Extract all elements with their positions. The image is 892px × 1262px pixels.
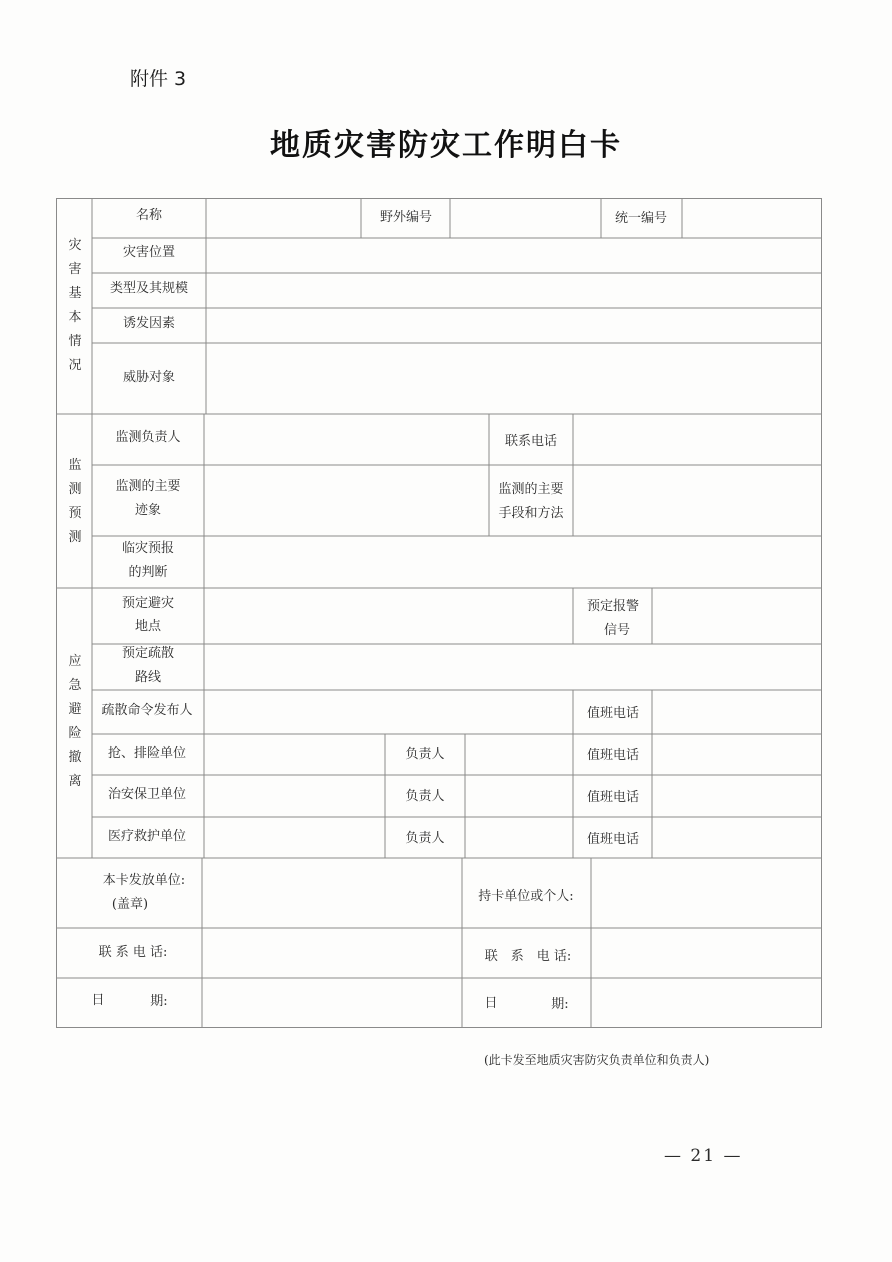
label-person-in-charge-3: 负责人 [405, 831, 445, 846]
label-duty-phone-4: 值班电话 [586, 832, 640, 847]
page-number: — 21 — [664, 1146, 743, 1166]
distribution-note: (此卡发至地质灾害防灾负责单位和负责人) [484, 1053, 710, 1067]
label-duty-phone-2: 值班电话 [586, 748, 640, 763]
label-person-in-charge-1: 负责人 [405, 747, 445, 762]
label-duty-phone-1: 值班电话 [586, 706, 640, 721]
label-issuing-unit: 本卡发放单位: [102, 873, 186, 888]
section-label-evacuation: 应急避险撤离 [68, 654, 82, 789]
label-duty-phone-3: 值班电话 [586, 790, 640, 805]
label-holder-phone: 联 系 电 话: [484, 949, 572, 964]
label-alarm-signal-line1: 预定报警 [586, 599, 640, 614]
attachment-label: 附件 3 [130, 68, 187, 90]
label-issuer-date-day: 日 [91, 993, 105, 1008]
label-evac-route-line2: 路线 [134, 670, 162, 685]
label-refuge-place-line2: 地点 [134, 619, 162, 634]
label-evac-commander: 疏散命令发布人 [101, 703, 193, 718]
label-security-unit: 治安保卫单位 [107, 787, 187, 802]
section-label-monitor: 监测预测 [68, 458, 82, 545]
label-field-number: 野外编号 [379, 210, 433, 225]
label-trigger-factors: 诱发因素 [122, 316, 176, 331]
section-label-basic: 灾害基本情况 [68, 238, 82, 373]
label-forecast-line2: 的判断 [128, 565, 168, 580]
label-person-in-charge-2: 负责人 [405, 789, 445, 804]
label-card-holder: 持卡单位或个人: [478, 889, 574, 904]
label-evac-route-line1: 预定疏散 [121, 646, 175, 661]
label-holder-date-day: 日 [484, 996, 498, 1011]
label-name: 名称 [135, 208, 163, 223]
label-monitor-person: 监测负责人 [115, 430, 181, 445]
label-alarm-signal-line2: 信号 [603, 623, 631, 638]
label-main-methods-line1: 监测的主要 [498, 482, 564, 497]
label-issuer-date-period: 期: [150, 994, 168, 1009]
label-main-signs-line2: 迹象 [134, 503, 162, 518]
disaster-card-table [56, 198, 822, 1028]
label-medical-unit: 医疗救护单位 [107, 829, 187, 844]
label-seal: (盖章) [111, 897, 149, 912]
label-holder-date-period: 期: [551, 997, 569, 1012]
label-unified-number: 统一编号 [614, 211, 668, 226]
label-issuer-phone: 联 系 电 话: [98, 945, 168, 960]
label-main-methods-line2: 手段和方法 [498, 506, 564, 521]
label-threatened-objects: 威胁对象 [122, 370, 176, 385]
label-type-and-scale: 类型及其规模 [109, 281, 189, 296]
label-main-signs-line1: 监测的主要 [115, 479, 181, 494]
label-contact-phone: 联系电话 [504, 434, 558, 449]
label-refuge-place-line1: 预定避灾 [121, 596, 175, 611]
label-forecast-line1: 临灾预报 [121, 541, 175, 556]
label-rescue-unit: 抢、排险单位 [107, 746, 187, 761]
page-title: 地质灾害防灾工作明白卡 [270, 128, 622, 163]
label-disaster-location: 灾害位置 [122, 245, 176, 260]
